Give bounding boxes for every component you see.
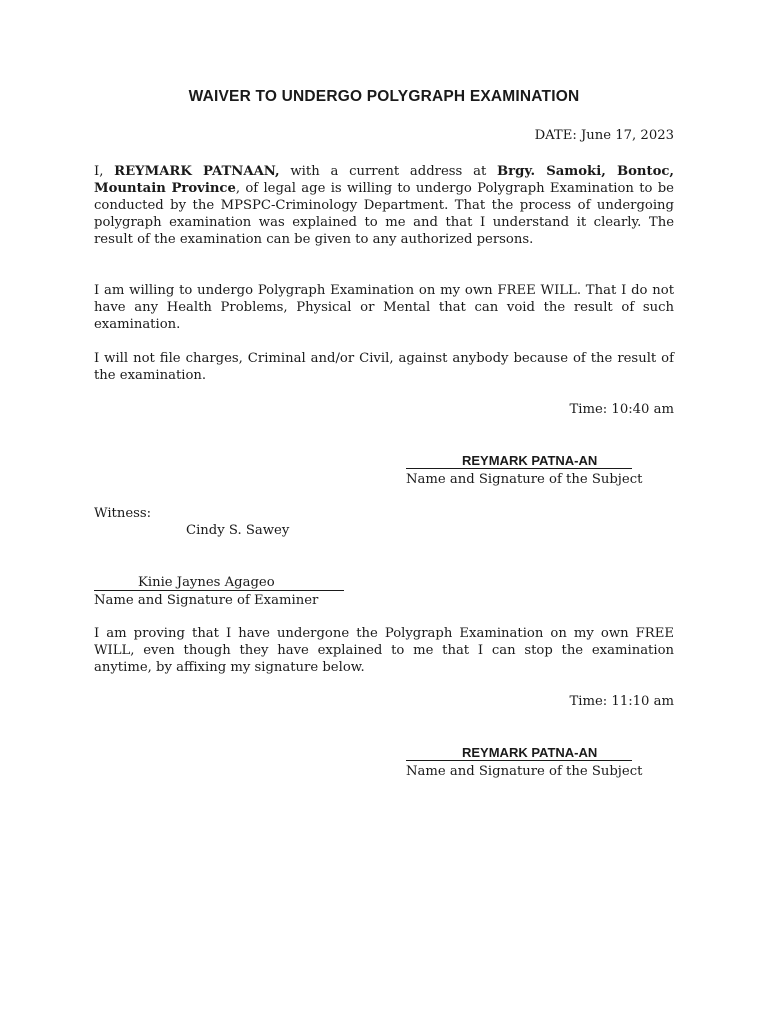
paragraph-consent-text-3: , of legal age is willing to undergo Polygraph Examination to be conducted by the MPSPC-Criminology Department. That the process of undergoing polygraph examination was explained to me and that I understand it clearly. The result of the examination can be given to any authorized persons.: [94, 181, 674, 247]
subject-signature-name-2: REYMARK PATNA-AN: [406, 745, 632, 761]
time-line-1: Time: 10:40 am: [569, 402, 674, 417]
paragraph-no-charges: I will not file charges, Criminal and/or Civil, against anybody because of the result of the examination.: [94, 351, 674, 383]
time-line-2: Time: 11:10 am: [569, 694, 674, 709]
subject-signature-block-2: [406, 745, 686, 780]
examiner-signature-name: Kinie Jaynes Agageo: [94, 575, 344, 591]
paragraph-consent-text-2: with a current address at: [279, 164, 498, 179]
paragraph-free-will: I am willing to undergo Polygraph Examination on my own FREE WILL. That I do not have any Health Problems, Physical or Mental that can void the result of such examination.: [94, 283, 674, 332]
subject-signature-caption-2: Name and Signature of the Subject: [406, 763, 643, 779]
subject-signature-name-1: REYMARK PATNA-AN: [406, 453, 632, 469]
witness-name: Cindy S. Sawey: [186, 523, 290, 538]
subject-signature-caption-1: Name and Signature of the Subject: [406, 471, 643, 487]
date-line: DATE: June 17, 2023: [534, 128, 674, 143]
document-title: WAIVER TO UNDERGO POLYGRAPH EXAMINATION: [188, 88, 580, 105]
paragraph-consent-text-1: I,: [94, 164, 115, 179]
examiner-signature-caption: Name and Signature of Examiner: [94, 592, 319, 608]
subject-address-bold: Brgy. Samoki, Bontoc, Mountain Province: [94, 164, 674, 196]
subject-name-bold: REYMARK PATNAAN,: [114, 164, 280, 179]
witness-label: Witness:: [94, 506, 152, 521]
subject-signature-block-1: [406, 453, 686, 488]
paragraph-proof: I am proving that I have undergone the Polygraph Examination on my own FREE WILL, even though they have explained to me that I can stop the examination anytime, by affixing my signature below.: [94, 626, 674, 675]
paragraph-consent: [94, 163, 674, 248]
examiner-signature-block: [94, 574, 344, 609]
